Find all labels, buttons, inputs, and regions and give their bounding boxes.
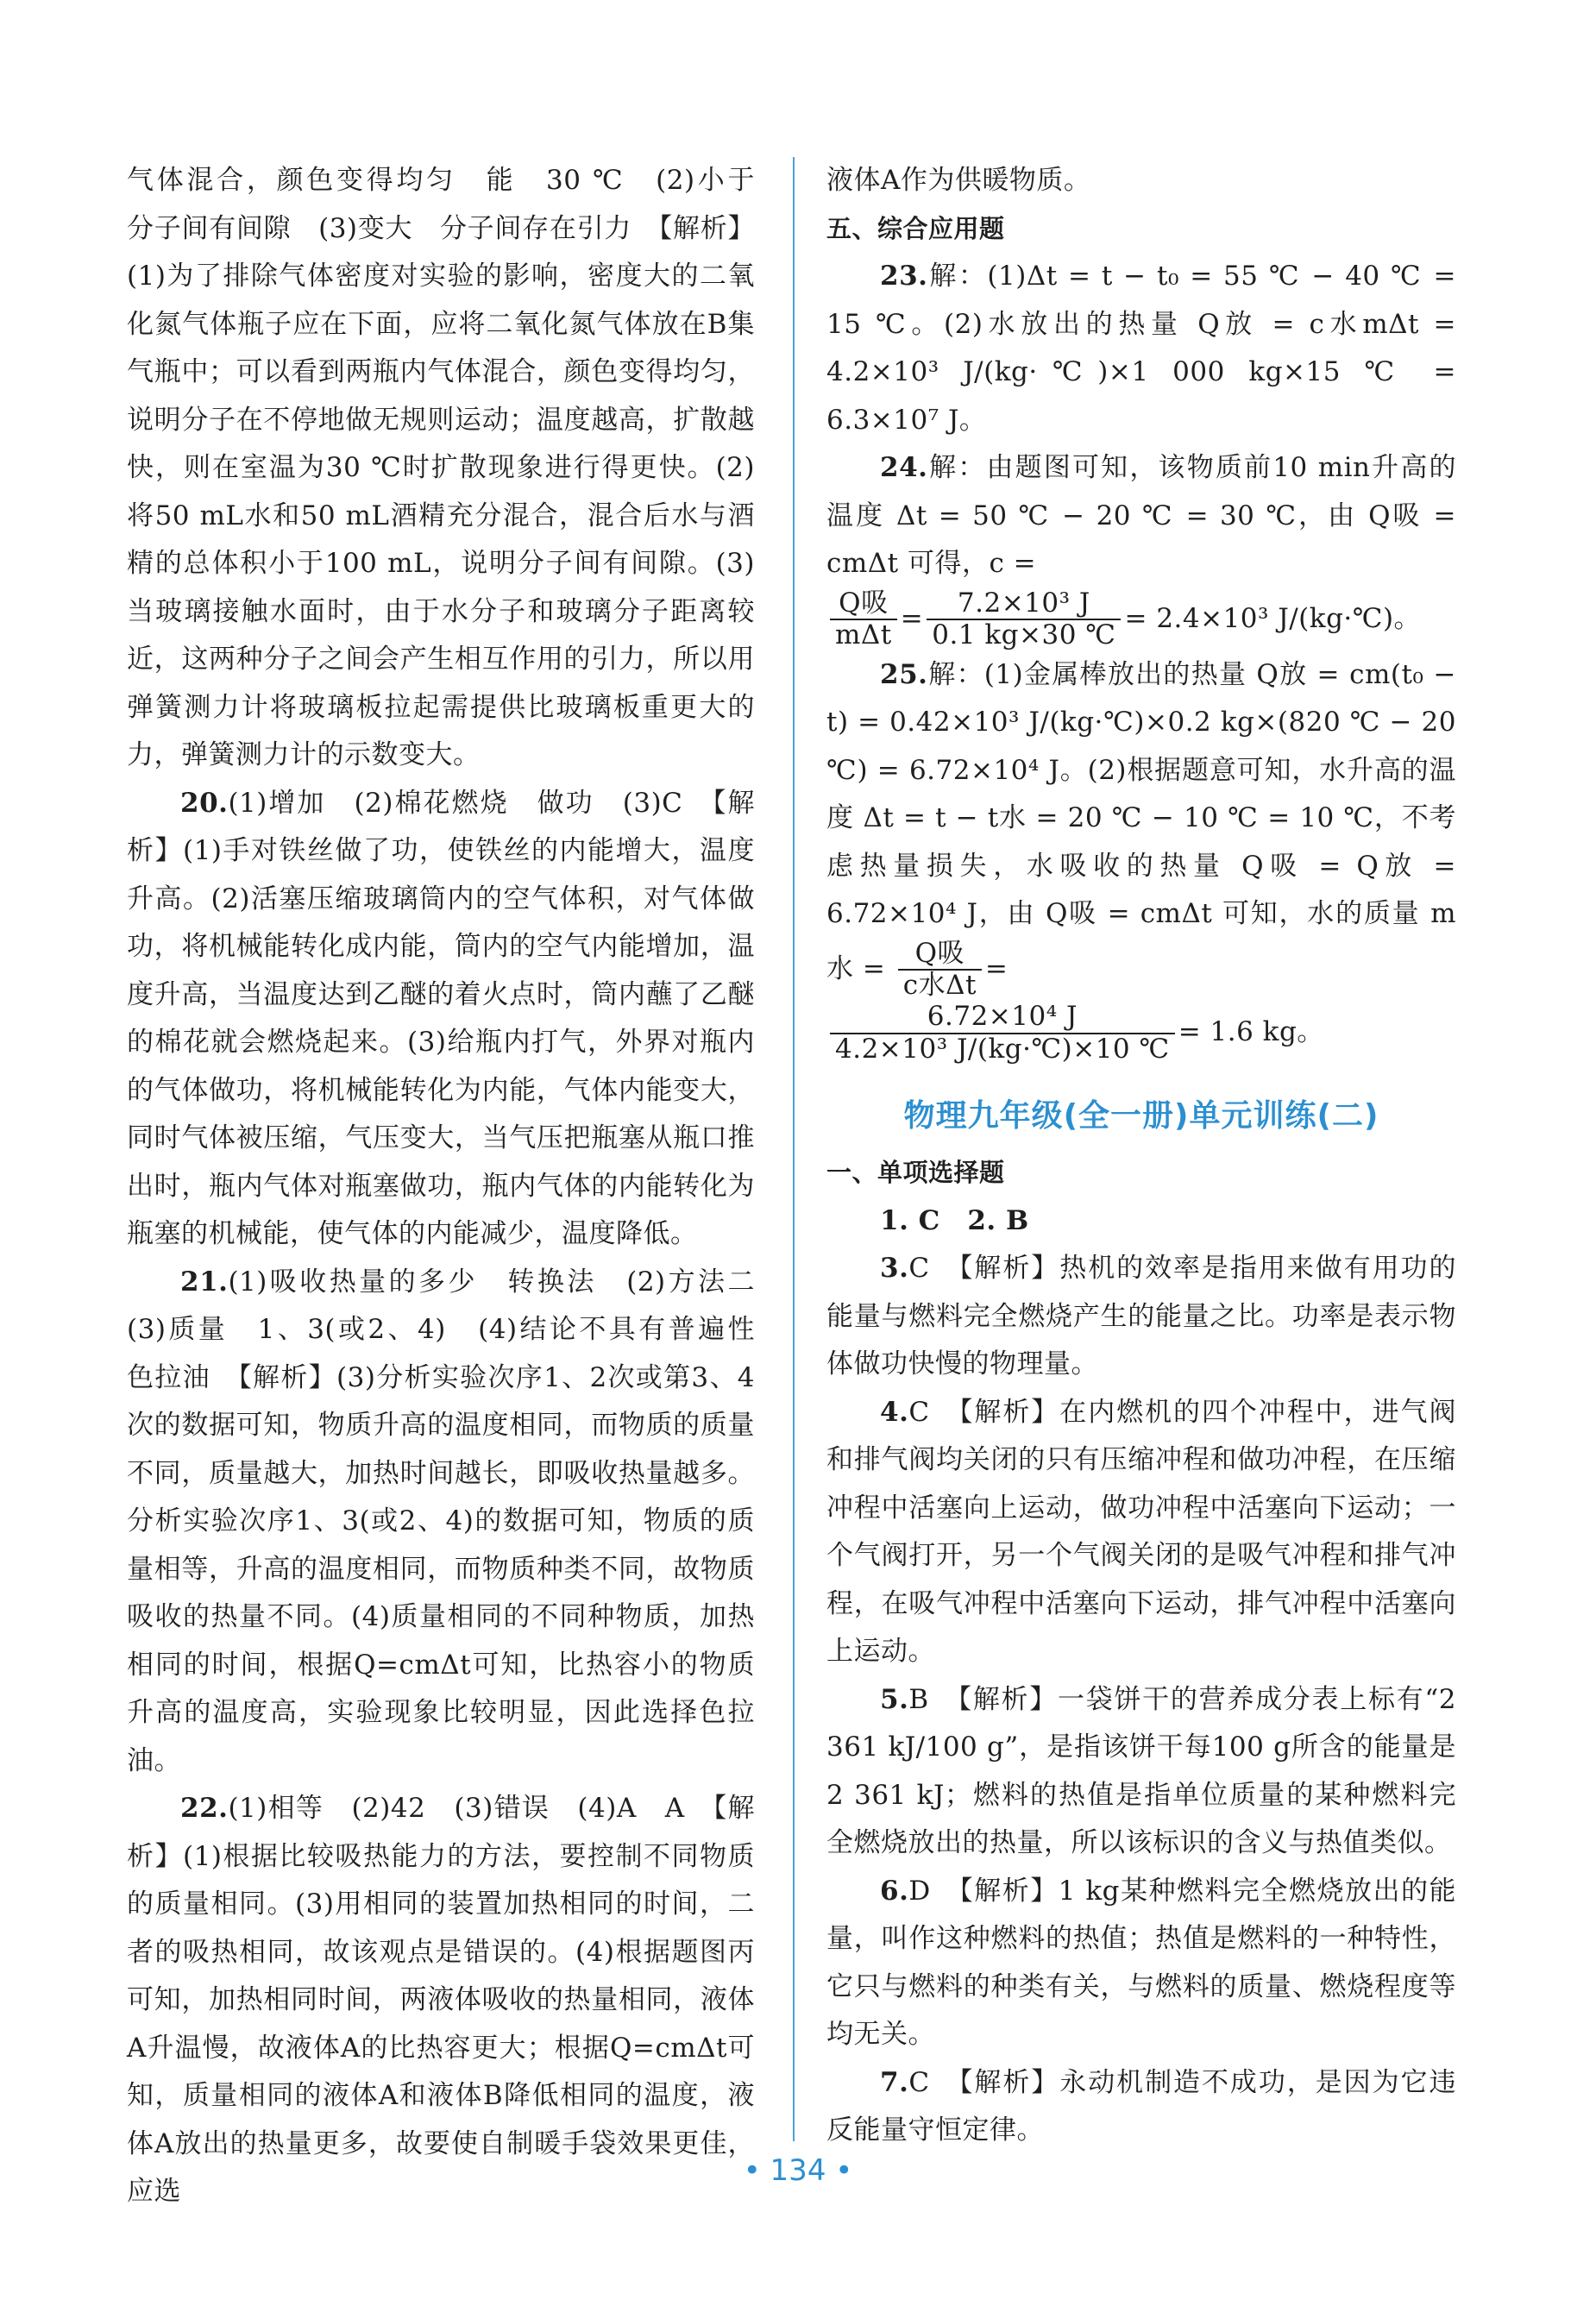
fraction-numerator: 7.2×10³ J <box>927 588 1121 621</box>
answer-24 <box>826 444 1456 588</box>
question-number: 24. <box>880 452 928 483</box>
left-column <box>127 157 782 2216</box>
answer-5 <box>826 1676 1456 1868</box>
answer-19-continuation: 气体混合，颜色变得均匀 能 30 ℃ (2)小于 分子间有间隙 (3)变大 分子间存在引力 【解析】(1)为了排除气体密度对实验的影响，密度大的二氧化氮气体瓶子应在下面，应将二氧化氮气体放在B集气瓶中；可以看到两瓶内气体混合，颜色变得均匀，说明分子在不停地做无规则运动；温度越高，扩散越快，则在室温为30 ℃时扩散现象进行得更快。(2)将50 mL水和50 mL酒精充分混合，混合后水与酒精的总体积小于100 mL，说明分子间有间隙。(3)当玻璃接触水面时，由于水分子和玻璃分子距离较近，这两种分子之间会产生相互作用的引力，所以用弹簧测力计将玻璃板拉起需提供比玻璃板重更大的力，弹簧测力计的示数变大。 <box>127 165 782 770</box>
fraction-denominator: 4.2×10³ J/(kg·℃)×10 ℃ <box>835 1033 1170 1065</box>
answer-25: 25.解：(1)金属棒放出的热量 Q放 = cm(t₀ − t) = 0.42×10³ J/(kg·℃)×0.2 kg×(820 ℃ − 20 ℃) = 6.72×10⁴ J。(2)根据题意可知，水升高的温度 Δt = t − t水 = 20 ℃ − 10 ℃ = 10 ℃，不考虑热量损失，水吸收的热量 Q吸 = Q放 = 6.72×10⁴ J，由 Q吸 = cmΔt 可知，水的质量 m水 = $\frac{\text{Q吸}}{\text{c水Δt}}$ = <box>826 658 1456 1002</box>
answer-21 <box>127 1259 782 1786</box>
answer-text: C 【解析】热机的效率是指用来做有用功的能量与燃料完全燃烧产生的能量之比。功率是表示物体做功快慢的物理量。 <box>826 1253 1456 1380</box>
fraction <box>830 588 897 651</box>
answer-text: (1)相等 (2)42 (3)错误 (4)A A 【解析】(1)根据比较吸热能力的方法，要控制不同物质的质量相同。(3)用相同的装置加热相同的时间，二者的吸热相同，故该观点是错误的。(4)根据题图丙可知，加热相同时间，两液体吸收的热量相同，液体A升温慢，故液体A的比热容更大；根据Q=cmΔt可知，质量相同的液体A和液体B降低相同的温度，液体A放出的热量更多，故要使自制暖手袋效果更佳，应选 <box>127 1793 755 2207</box>
question-number: 6. <box>880 1875 909 1907</box>
answer-7 <box>826 2059 1456 2155</box>
fraction <box>898 939 982 1002</box>
answer-text: 解：由题图可知，该物质前10 min升高的温度 Δt = 50 ℃ − 20 ℃ = 30 ℃，由 Q吸 = cmΔt 可得，c = <box>826 452 1456 579</box>
section-heading-comprehensive: 五、综合应用题 <box>826 213 1005 243</box>
fraction-numerator: Q吸 <box>898 939 982 971</box>
column-divider <box>793 157 795 2141</box>
answer-25-formula <box>826 1002 1456 1065</box>
answer-22 <box>127 1785 755 2216</box>
fraction-numerator: 6.72×10⁴ J <box>830 1002 1175 1034</box>
question-number: 3. <box>880 1253 909 1285</box>
answer-text: 解：(1)Δt = t − t₀ = 55 ℃ − 40 ℃ = 15 ℃。(2)水放出的热量 Q放 = c水mΔt = 4.2×10³ J/(kg·℃)×1 000 kg×15 ℃ = 6.3×10⁷ J。 <box>826 261 1456 436</box>
unit-title: 物理九年级(全一册)单元训练(二) <box>903 1098 1379 1134</box>
fraction-denominator: 0.1 kg×30 ℃ <box>932 619 1116 651</box>
page-number: • 134 • <box>743 2153 853 2188</box>
answer-text: (1)增加 (2)棉花燃烧 做功 (3)C 【解析】(1)手对铁丝做了功，使铁丝的内能增大，温度升高。(2)活塞压缩玻璃筒内的空气体积，对气体做功，将机械能转化成内能，筒内的空气内能增加，温度升高，当温度达到乙醚的着火点时，筒内蘸了乙醚的棉花就会燃烧起来。(3)给瓶内打气，外界对瓶内的气体做功，将机械能转化为内能，气体内能变大，同时气体被压缩，气压变大，当气压把瓶塞从瓶口推出时，瓶内气体对瓶塞做功，瓶内气体的内能转化为瓶塞的机械能，使气体的内能减少，温度降低。 <box>127 787 755 1249</box>
fraction-denominator: c水Δt <box>902 970 977 1002</box>
fraction <box>927 588 1121 651</box>
answer-text: B 【解析】一袋饼干的营养成分表上标有“2 361 kJ/100 g”，是指该饼干每100 g所含的能量是2 361 kJ；燃料的热值是指单位质量的某种燃料完全燃烧放出的热量，所以该标识的含义与热值类似。 <box>826 1683 1456 1859</box>
answer-text: 解：(1)金属棒放出的热量 Q放 = cm(t₀ − t) = 0.42×10³ J/(kg·℃)×0.2 kg×(820 ℃ − 20 ℃) = 6.72×10⁴ J。(2)根据题意可知，水升高的温度 Δt = t − t水 = 20 ℃ − 10 ℃ = 10 ℃，不考虑热量损失，水吸收的热量 Q吸 = Q放 = 6.72×10⁴ J，由 Q吸 = cmΔt 可知，水的质量 m水 = <box>826 658 1456 984</box>
answer-20 <box>127 780 755 1259</box>
question-number: 25. <box>880 658 928 690</box>
question-number: 20. <box>180 787 229 819</box>
question-number: 4. <box>880 1396 909 1428</box>
answers-1-2: 1. C 2. B <box>880 1204 1029 1236</box>
answer-text: C 【解析】在内燃机的四个冲程中，进气阀和排气阀均关闭的只有压缩冲程和做功冲程，在压缩冲程中活塞向上运动，做功冲程中活塞向下运动；一个气阀打开，另一个气阀关闭的是吸气冲程和排气冲程，在吸气冲程中活塞向下运动，排气冲程中活塞向上运动。 <box>826 1396 1456 1668</box>
answer-text: C 【解析】永动机制造不成功，是因为它违反能量守恒定律。 <box>826 2066 1456 2146</box>
question-number: 5. <box>880 1683 909 1715</box>
question-number: 21. <box>180 1266 229 1298</box>
fraction-denominator: mΔt <box>835 619 892 651</box>
fraction-numerator: Q吸 <box>830 588 897 621</box>
answer-3 <box>826 1245 1456 1389</box>
section-heading-single-choice: 一、单项选择题 <box>826 1158 1005 1188</box>
formula-result: = 2.4×10³ J/(kg·℃)。 <box>1124 602 1422 634</box>
answer-23 <box>826 253 1456 444</box>
question-number: 7. <box>880 2066 909 2098</box>
answer-22-continuation: 液体A作为供暖物质。 <box>826 165 1091 196</box>
formula-result: = 1.6 kg。 <box>1178 1016 1324 1048</box>
answer-24-formula: $\frac{\text{Q吸}}{\text{mΔt}}$ = $\frac{\text{7.2×10³ J}}{0.1 kg\times 30 ℃}$ = 2.4×10³ J/(kg·℃)。 <box>826 588 1456 651</box>
answer-4 <box>826 1389 1456 1676</box>
fraction <box>830 1002 1175 1065</box>
answer-text: D 【解析】1 kg某种燃料完全燃烧放出的能量，叫作这种燃料的热值；热值是燃料的一种特性，它只与燃料的种类有关，与燃料的质量、燃烧程度等均无关。 <box>826 1875 1456 2051</box>
right-column <box>826 157 1456 2155</box>
answer-text: (1)吸收热量的多少 转换法 (2)方法二 (3)质量 1、3(或2、4) (4)结论不具有普遍性 色拉油 【解析】(3)分析实验次序1、2次或第3、4次的数据可知，物质升高的温度相同，而物质的质量不同，质量越大，加热时间越长，即吸收热量越多。分析实验次序1、3(或2、4)的数据可知，物质的质量相等，升高的温度相同，而物质种类不同，故物质吸收的热量不同。(4)质量相同的不同种物质，加热相同的时间，根据Q=cmΔt可知，比热容小的物质升高的温度高，实验现象比较明显，因此选择色拉油。 <box>127 1266 782 1776</box>
answer-6 <box>826 1868 1456 2059</box>
question-number: 22. <box>180 1793 229 1824</box>
question-number: 23. <box>880 261 928 292</box>
